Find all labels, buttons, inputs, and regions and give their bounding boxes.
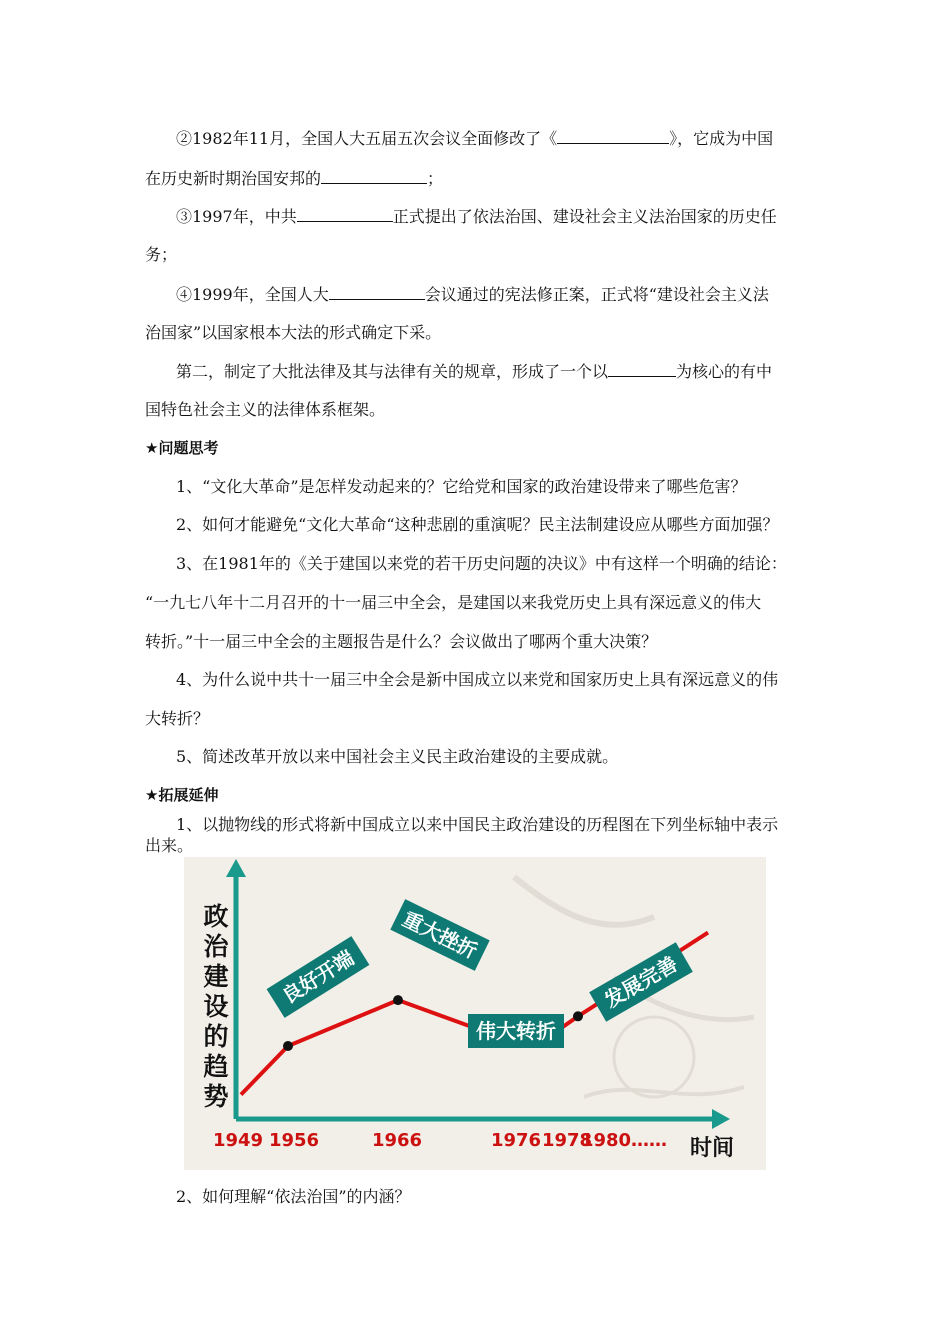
line-text: ；	[427, 169, 444, 188]
stage-label-text: 重大挫折	[398, 906, 482, 964]
text-line	[176, 127, 846, 150]
x-tick-label: 1980……	[580, 1130, 668, 1151]
y-axis-label	[203, 902, 229, 1111]
stage-label	[468, 1014, 564, 1048]
question-line: 2、如何才能避免“文化大革命“这种悲剧的重演呢？民主法制建设应从哪些方面加强？	[176, 515, 779, 534]
question-line: 转折。”十一届三中全会的主题报告是什么？会议做出了哪两个重大决策？	[145, 632, 658, 651]
stage-label-text: 伟大转折	[476, 1019, 556, 1043]
y-label-char: 势	[203, 1082, 229, 1111]
question-line: 1、“文化大革命”是怎样发动起来的？它给党和国家的政治建设带来了哪些危害？	[176, 477, 747, 496]
x-tick-label: 1949	[212, 1130, 264, 1151]
text-line	[145, 322, 815, 344]
text-line	[176, 283, 846, 306]
line-text: 为核心的有中	[676, 362, 773, 381]
line-text: ②1982年11月，全国人大五届五次会议全面修改了《	[176, 129, 558, 148]
question-line: “一九七八年十二月召开的十一届三中全会，是建国以来我党历史上具有深远意义的伟大	[145, 593, 762, 612]
question-line: 大转折？	[145, 709, 210, 728]
stage-label-text: 良好开端	[277, 945, 359, 1009]
y-label-char: 趋	[203, 1052, 229, 1081]
y-label-char: 建	[203, 962, 229, 991]
x-tick-label: 1976	[490, 1130, 542, 1151]
extend-item-1-cont: 出来。	[145, 836, 194, 855]
trend-point	[573, 1011, 583, 1021]
question-line: 3、在1981年的《关于建国以来党的若干历史问题的决议》中有这样一个明确的结论：	[176, 554, 787, 573]
y-label-char: 治	[203, 932, 229, 961]
y-label-char: 设	[203, 992, 229, 1021]
fill-blank[interactable]	[321, 167, 427, 184]
trend-point	[393, 995, 403, 1005]
line-text: 在历史新时期治国安邦的	[145, 169, 322, 188]
section-heading-think: ★问题思考	[145, 439, 219, 457]
line-text: 国特色社会主义的法律体系框架。	[145, 400, 386, 419]
section-heading-extend: ★拓展延伸	[145, 786, 219, 804]
question-line: 5、简述改革开放以来中国社会主义民主政治建设的主要成就。	[176, 747, 619, 766]
stage-label-text: 发展完善	[600, 951, 682, 1013]
x-tick-label: 1966	[371, 1130, 423, 1151]
trend-point	[283, 1041, 293, 1051]
fill-blank[interactable]	[557, 127, 669, 144]
fill-blank[interactable]	[608, 360, 676, 377]
fill-blank[interactable]	[297, 205, 393, 222]
y-label-char: 政	[203, 902, 229, 931]
text-line	[145, 167, 815, 190]
x-tick-label: 1956	[268, 1130, 320, 1151]
x-tick-label: 1978	[541, 1130, 593, 1151]
line-text: ③1997年，中共	[176, 207, 297, 226]
line-text: 》，它成为中国	[669, 129, 774, 148]
line-text: 治国家”以国家根本大法的形式确定下采。	[145, 323, 442, 342]
text-line	[145, 399, 815, 421]
line-text: 正式提出了依法治国、建设社会主义法治国家的历史任	[392, 207, 777, 226]
trend-chart	[184, 857, 766, 1170]
line-text: 会议通过的宪法修正案，正式将“建设社会主义法	[424, 285, 769, 304]
text-line	[176, 205, 846, 228]
text-line	[145, 244, 815, 266]
extend-item-1: 1、以抛物线的形式将新中国成立以来中国民主政治建设的历程图在下列坐标轴中表示	[176, 815, 779, 834]
text-line	[176, 360, 846, 383]
x-axis-label: 时间	[689, 1135, 735, 1161]
line-text: ④1999年，全国人大	[176, 285, 329, 304]
line-text: 务；	[145, 245, 178, 264]
y-label-char: 的	[203, 1022, 229, 1051]
extend-item-2: 2、如何理解“依法治国”的内涵？	[176, 1187, 411, 1206]
fill-blank[interactable]	[329, 283, 425, 300]
question-line: 4、为什么说中共十一届三中全会是新中国成立以来党和国家历史上具有深远意义的伟	[176, 670, 779, 689]
line-text: 第二，制定了大批法律及其与法律有关的规章，形成了一个以	[176, 362, 609, 381]
